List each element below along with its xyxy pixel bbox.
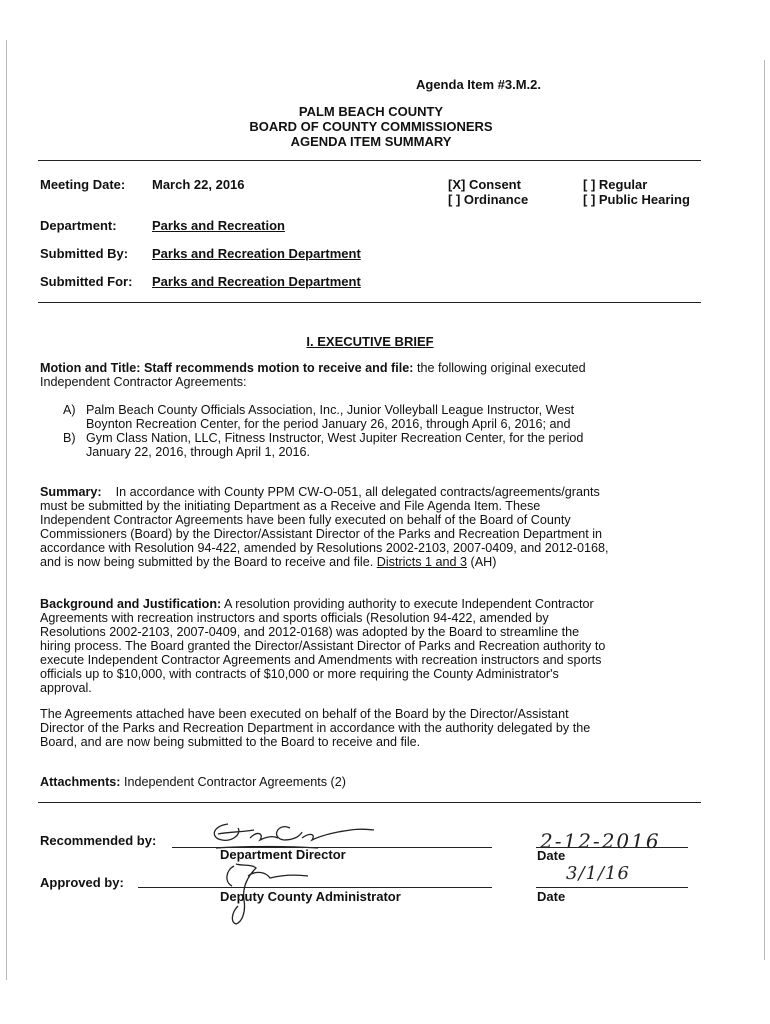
item-b-line-2: January 22, 2016, through April 1, 2016. bbox=[86, 445, 311, 459]
summary-label: Summary: bbox=[40, 485, 102, 499]
motion-text-2: Independent Contractor Agreements: bbox=[40, 375, 247, 389]
attachments-value: Independent Contractor Agreements (2) bbox=[123, 775, 346, 789]
approved-by-label: Approved by: bbox=[40, 875, 124, 890]
summary-line-3: Independent Contractor Agreements have been fully executed on behalf of the Board of County bbox=[40, 513, 571, 527]
item-b-line-1: Gym Class Nation, LLC, Fitness Instructor, West Jupiter Recreation Center, for the period bbox=[86, 431, 584, 445]
summary-line-5: accordance with Resolution 94-422, amended by Resolutions 2002-2103, 2007-0409, and 2012-0168, bbox=[40, 541, 609, 555]
motion-text-1: the following original executed bbox=[416, 361, 586, 375]
approved-date-label: Date bbox=[537, 889, 566, 904]
consent-option: [X] Consent bbox=[448, 177, 521, 192]
recommended-title: Department Director bbox=[220, 847, 346, 862]
recommended-date-handwritten: 2-12-2016 bbox=[540, 829, 661, 853]
section-title: I. EXECUTIVE BRIEF bbox=[306, 334, 434, 349]
scan-edge-left bbox=[6, 40, 7, 980]
summary-last-suffix: (AH) bbox=[470, 555, 497, 569]
attachments-line bbox=[40, 776, 346, 790]
background-line-2: Agreements with recreation instructors and sports officials (Resolution 94-422, amended by bbox=[40, 611, 549, 625]
submitted-for-label: Submitted For: bbox=[40, 274, 133, 289]
top-divider bbox=[38, 160, 701, 161]
agenda-item-number: Agenda Item #3.M.2. bbox=[416, 77, 541, 92]
document-title: AGENDA ITEM SUMMARY bbox=[290, 134, 452, 149]
item-b-marker: B) bbox=[63, 431, 76, 445]
background-line-5: execute Independent Contractor Agreements and Amendments with recreation instructors and sports bbox=[40, 653, 602, 667]
background-text-1: A resolution providing authority to execute Independent Contractor bbox=[224, 597, 594, 611]
recommended-date-label: Date bbox=[537, 848, 566, 863]
summary-line-4: Commissioners (Board) by the Director/Assistant Director of the Parks and Recreation Department in bbox=[40, 527, 603, 541]
department-label: Department: bbox=[40, 218, 117, 233]
background-line-3: Resolutions 2002-2103, 2007-0409, and 2012-0168) was adopted by the Board to streamline the bbox=[40, 625, 580, 639]
bottom-divider bbox=[38, 802, 701, 803]
submitted-by-value: Parks and Recreation Department bbox=[152, 246, 361, 261]
scan-edge-right bbox=[764, 60, 765, 960]
submitted-for-value: Parks and Recreation Department bbox=[152, 274, 361, 289]
regular-option: [ ] Regular bbox=[583, 177, 648, 192]
motion-label: Motion and Title: bbox=[40, 361, 141, 375]
approved-date-line bbox=[536, 887, 688, 888]
motion-line-1 bbox=[40, 362, 703, 376]
summary-line-1 bbox=[40, 486, 600, 500]
submitted-by-label: Submitted By: bbox=[40, 246, 129, 261]
meeting-date-value: March 22, 2016 bbox=[152, 177, 245, 192]
agreements-line-1: The Agreements attached have been executed on behalf of the Board by the Director/Assistant bbox=[40, 707, 569, 721]
board-name: BOARD OF COUNTY COMMISSIONERS bbox=[249, 119, 493, 134]
attachments-label: Attachments: bbox=[40, 775, 121, 789]
approved-date-handwritten: 3/1/16 bbox=[566, 863, 630, 884]
background-line-1 bbox=[40, 598, 594, 612]
background-label: Background and Justification: bbox=[40, 597, 222, 611]
item-a-line-1: Palm Beach County Officials Association, Inc., Junior Volleyball League Instructor, West bbox=[86, 403, 575, 417]
middle-divider bbox=[38, 302, 701, 303]
summary-text-1: In accordance with County PPM CW-O-051, all delegated contracts/agreements/grants bbox=[115, 485, 600, 499]
item-a-marker: A) bbox=[63, 403, 76, 417]
ordinance-option: [ ] Ordinance bbox=[448, 192, 529, 207]
item-a-line-2: Boynton Recreation Center, for the period January 26, 2016, through April 6, 2016; and bbox=[86, 417, 571, 431]
recommended-by-label: Recommended by: bbox=[40, 833, 157, 848]
agreements-line-2: Director of the Parks and Recreation Department in accordance with the authority delegated by the bbox=[40, 721, 591, 735]
summary-line-6 bbox=[40, 556, 496, 570]
public-hearing-option: [ ] Public Hearing bbox=[583, 192, 690, 207]
summary-districts: Districts 1 and 3 bbox=[376, 555, 468, 569]
background-line-4: hiring process. The Board granted the Director/Assistant Director of Parks and Recreation authority to bbox=[40, 639, 606, 653]
background-line-7: approval. bbox=[40, 681, 92, 695]
agreements-line-3: Board, and are now being submitted to the Board to receive and file. bbox=[40, 735, 421, 749]
motion-bold-text: Staff recommends motion to receive and file: bbox=[144, 361, 414, 375]
summary-last-prefix: and is now being submitted by the Board to receive and file. bbox=[40, 555, 374, 569]
department-value: Parks and Recreation bbox=[152, 218, 285, 233]
meeting-date-label: Meeting Date: bbox=[40, 177, 126, 192]
approved-title: Deputy County Administrator bbox=[220, 889, 401, 904]
background-line-6: officials up to $10,000, with contracts of $10,000 or more requiring the County Administrator's bbox=[40, 667, 559, 681]
county-name: PALM BEACH COUNTY bbox=[298, 104, 444, 119]
summary-line-2: must be submitted by the initiating Department as a Receive and File Agenda Item. These bbox=[40, 499, 541, 513]
